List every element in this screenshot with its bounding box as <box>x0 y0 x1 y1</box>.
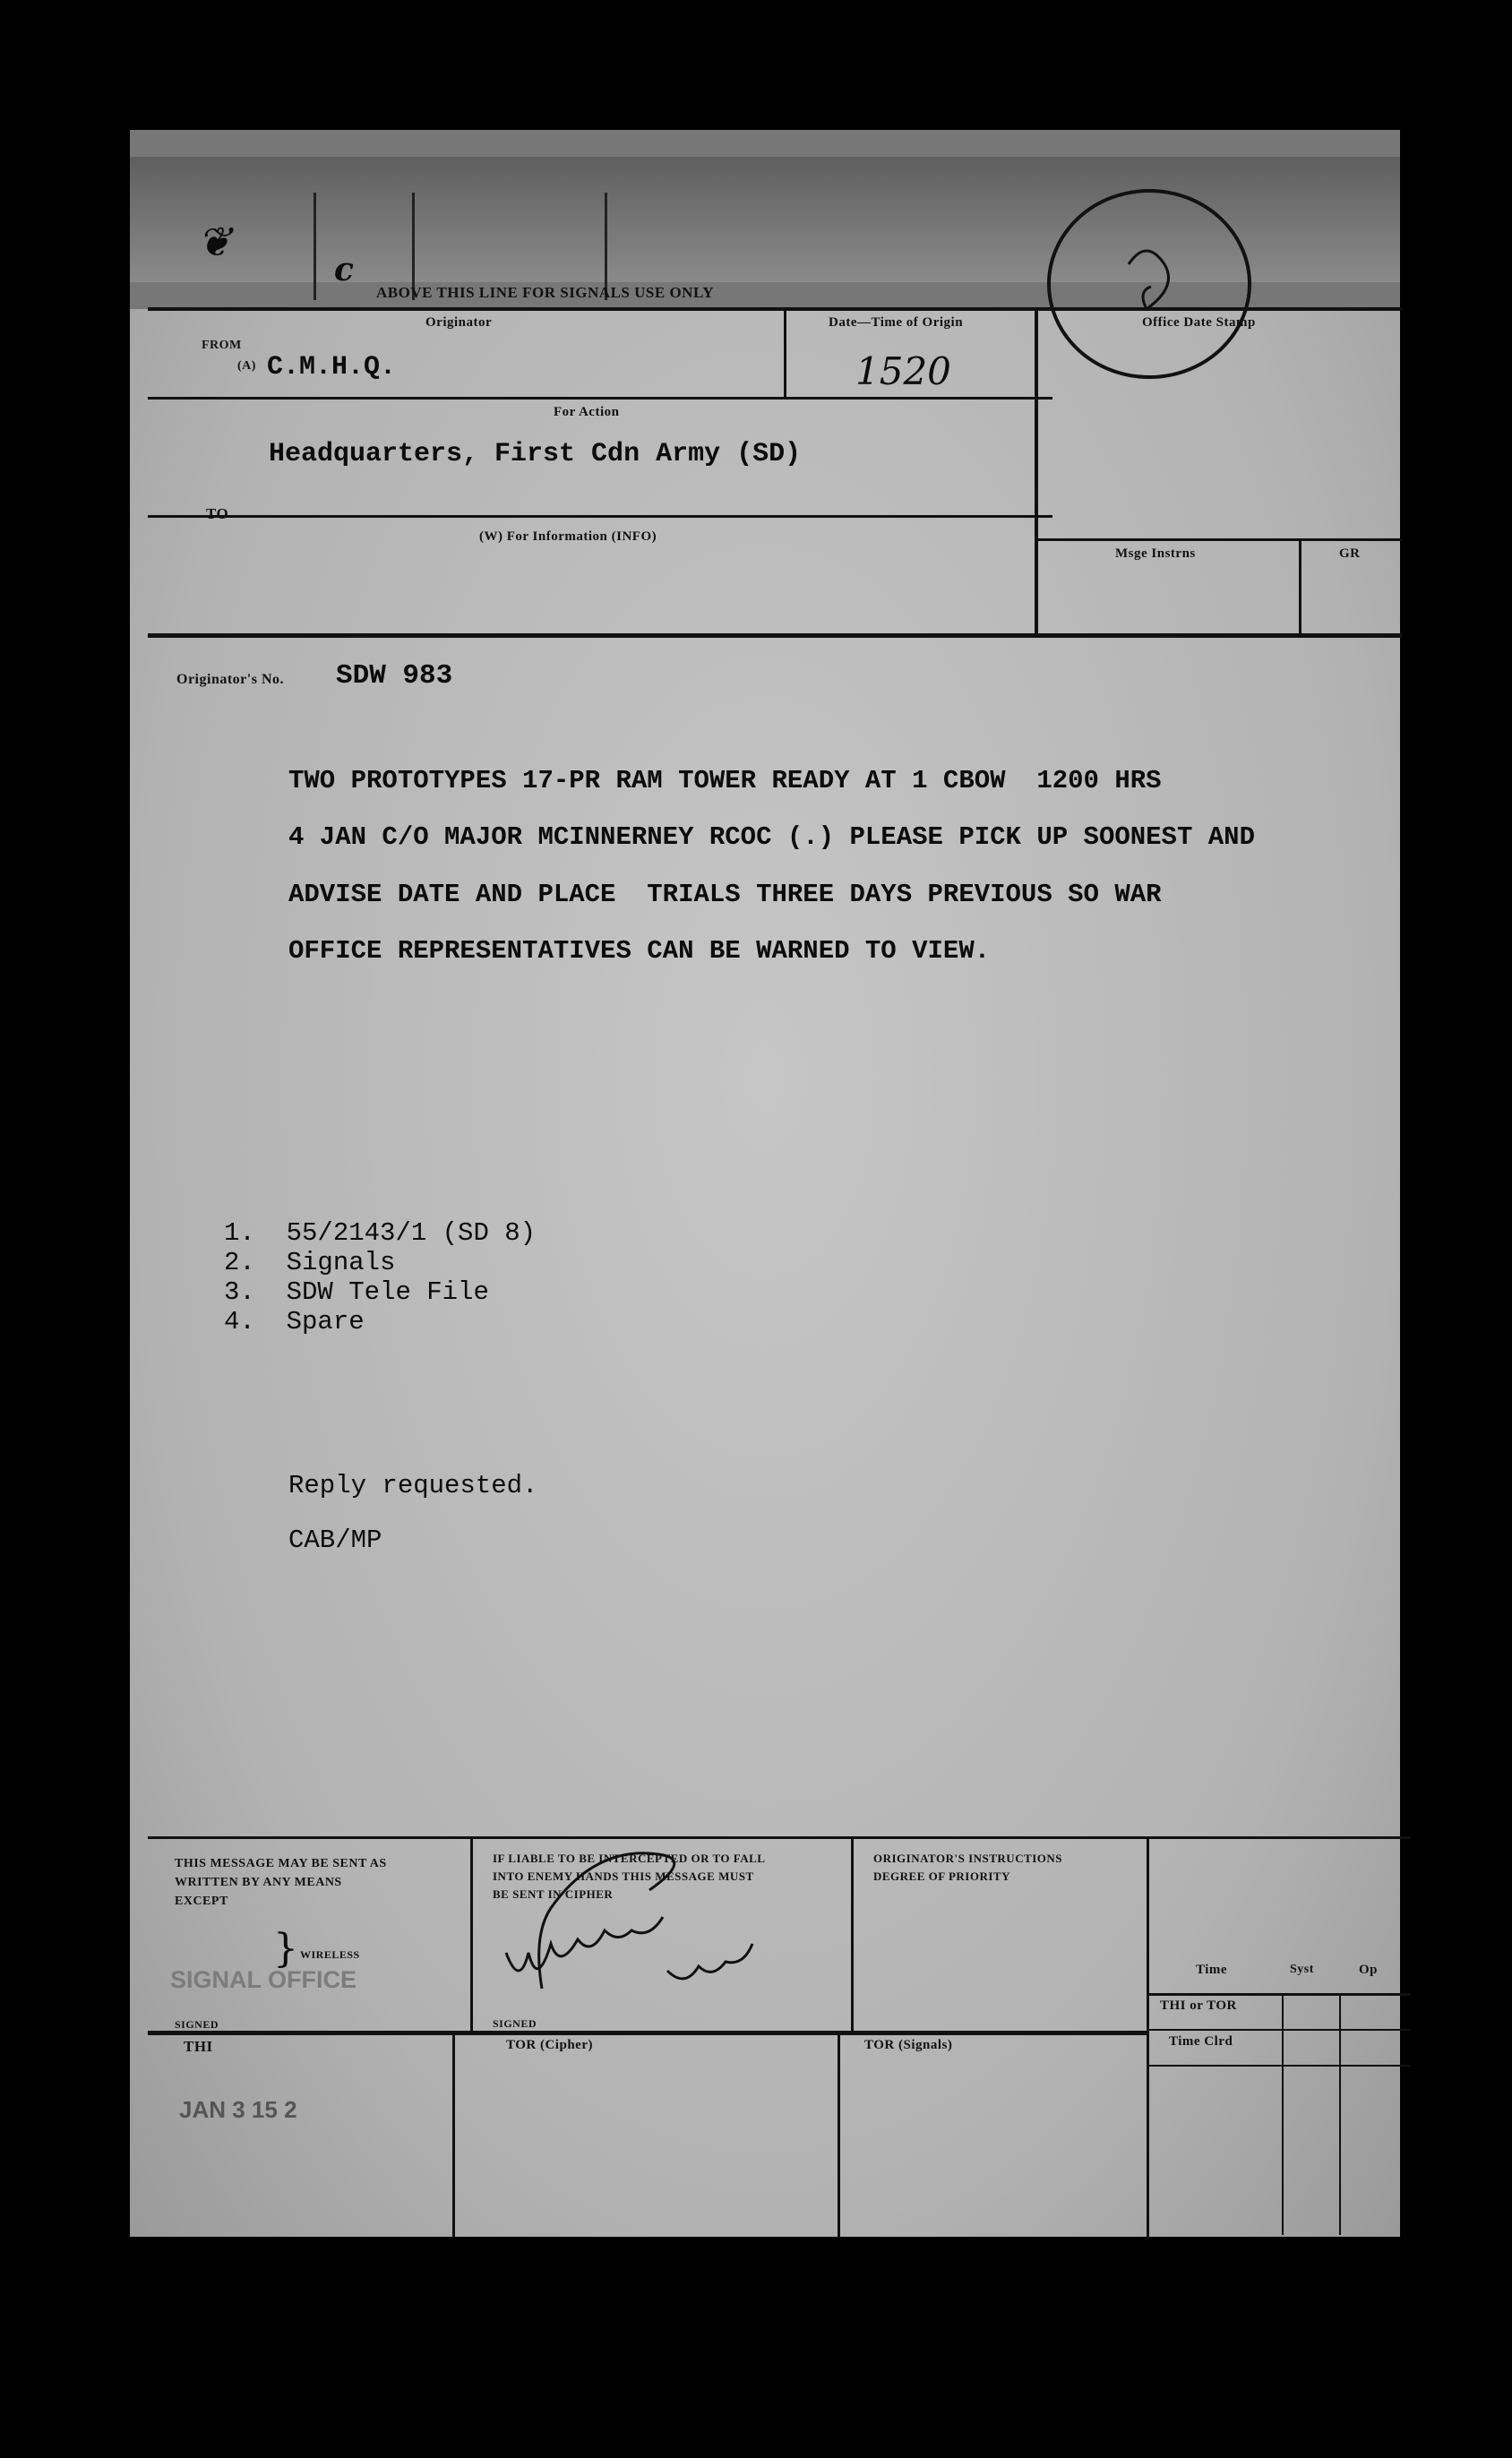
thi-or-tor-label: THI or TOR <box>1160 1998 1237 2013</box>
time-grid-divider <box>1339 1993 1341 2235</box>
message-line: OFFICE REPRESENTATIVES CAN BE WARNED TO VIEW. <box>288 936 991 966</box>
to-row-rule <box>148 515 1052 518</box>
for-action-label: For Action <box>554 405 620 419</box>
time-grid-rule <box>1147 2065 1411 2067</box>
footer-divider <box>838 2033 840 2238</box>
for-information-label: (W) For Information (INFO) <box>479 529 657 544</box>
brace-mark: } <box>273 1926 298 1972</box>
from-label: FROM <box>202 339 242 352</box>
origin-divider <box>784 307 786 399</box>
message-line: ADVISE DATE AND PLACE TRIALS THREE DAYS PREVIOUS SO WAR <box>288 880 1162 909</box>
op-label: Op <box>1359 1963 1379 1977</box>
message-line: TWO PROTOTYPES 17-PR RAM TOWER READY AT 1 CBOW 1200 HRS <box>288 766 1162 795</box>
time-grid-rule <box>1147 2029 1411 2031</box>
footer-divider <box>470 1836 473 2033</box>
to-action-value: Headquarters, First Cdn Army (SD) <box>269 439 802 469</box>
time-grid-divider <box>1282 1993 1284 2235</box>
cipher-line: IF LIABLE TO BE INTERCEPTED OR TO FALL <box>493 1852 766 1865</box>
footer-divider <box>1147 1836 1149 2239</box>
header-divider <box>314 193 316 300</box>
message-form-paper <box>130 130 1400 2237</box>
gr-label: GR <box>1339 546 1361 561</box>
msge-instrns-label: Msge Instrns <box>1115 546 1196 561</box>
footer-top-rule <box>148 1836 1411 1839</box>
originators-no-label: Originator's No. <box>176 672 284 687</box>
tor-signals-label: TOR (Signals) <box>864 2038 953 2052</box>
originator-label: Originator <box>425 315 493 330</box>
footer-divider <box>851 1836 854 2033</box>
circular-stamp-icon <box>1044 184 1267 390</box>
above-line-note: ABOVE THIS LINE FOR SIGNALS USE ONLY <box>376 284 715 301</box>
originators-instructions-line: ORIGINATOR'S INSTRUCTIONS <box>873 1852 1063 1865</box>
message-line: 4 JAN C/O MAJOR MCINNERNEY RCOC (.) PLEASE PICK UP SOONEST AND <box>288 822 1255 852</box>
form-top-rule <box>148 307 1402 311</box>
handwritten-signature-icon <box>488 1818 775 2015</box>
time-label: Time <box>1196 1963 1228 1977</box>
time-clrd-label: Time Clrd <box>1169 2034 1233 2049</box>
form-bottom-rule <box>148 633 1402 638</box>
thi-date-stamp: JAN 3 15 2 <box>179 2096 297 2123</box>
reference-initials: CAB/MP <box>288 1526 382 1555</box>
header-mark: c <box>334 251 354 288</box>
cipher-line: INTO ENEMY HANDS THIS MESSAGE MUST <box>493 1869 754 1883</box>
distribution-item: 3. SDW Tele File <box>224 1277 489 1307</box>
cipher-line: BE SENT IN CIPHER <box>493 1887 614 1901</box>
msge-instrns-rule <box>1036 538 1402 541</box>
sent-as-written-line: WRITTEN BY ANY MEANS <box>175 1876 342 1889</box>
originators-no-value: SDW 983 <box>336 660 453 692</box>
footer-mid-rule <box>148 2031 1147 2035</box>
originators-instructions-line: DEGREE OF PRIORITY <box>873 1869 1010 1883</box>
office-date-stamp-label: Office Date Stamp <box>1142 315 1256 330</box>
to-label: TO <box>206 505 229 522</box>
sent-as-written-line: EXCEPT <box>175 1895 228 1908</box>
signed-label-mid: SIGNED <box>493 2017 537 2030</box>
gr-divider <box>1299 538 1302 637</box>
time-grid-rule <box>1147 1993 1411 1996</box>
wireless-label: WIRELESS <box>300 1948 360 1961</box>
distribution-item: 2. Signals <box>224 1248 396 1277</box>
originators-instructions <box>873 1850 1062 1886</box>
footer-divider <box>452 2033 455 2238</box>
thi-label: THI <box>184 2038 213 2055</box>
date-time-origin-label: Date—Time of Origin <box>829 315 964 330</box>
from-value: C.M.H.Q. <box>267 352 397 382</box>
distribution-item: 1. 55/2143/1 (SD 8) <box>224 1218 537 1248</box>
syst-label: Syst <box>1290 1963 1314 1976</box>
from-row-rule <box>148 397 1052 400</box>
signed-label-left: SIGNED <box>175 2018 219 2031</box>
from-code: (A) <box>237 359 256 373</box>
distribution-item: 4. Spare <box>224 1307 365 1336</box>
sent-as-written-line: THIS MESSAGE MAY BE SENT AS <box>175 1857 387 1870</box>
reply-requested: Reply requested. <box>288 1471 538 1500</box>
tor-cipher-label: TOR (Cipher) <box>506 2038 593 2052</box>
stamp-column-divider <box>1035 307 1038 637</box>
signal-office-stamp: SIGNAL OFFICE <box>170 1966 357 1993</box>
date-time-origin-value: 1520 <box>855 349 951 393</box>
header-stamp-mark: ❦ <box>197 218 232 266</box>
sent-as-written-note <box>175 1854 387 1911</box>
